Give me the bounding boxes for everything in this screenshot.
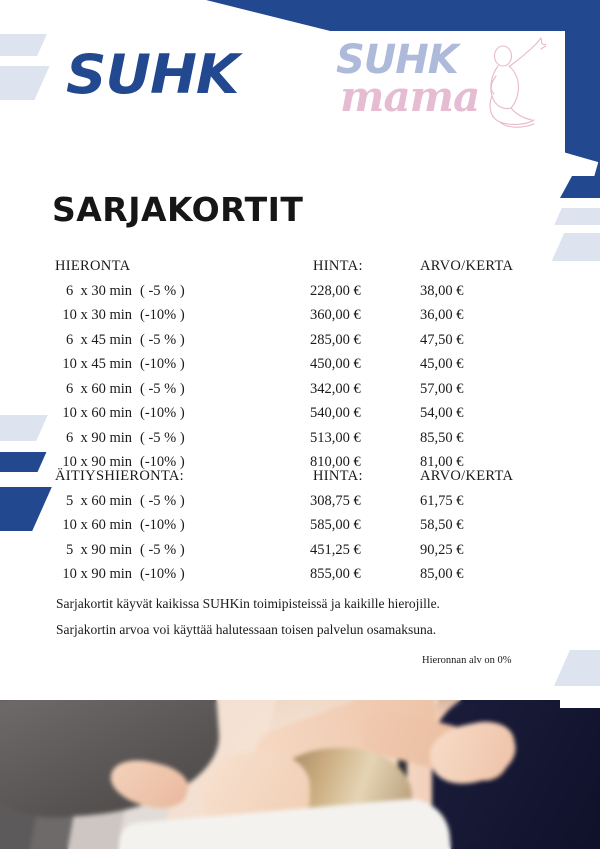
cell-unit-value: 85,50 €: [420, 429, 464, 446]
table-row: [0, 307, 600, 332]
cell-discount: ( -5 % ): [140, 282, 185, 299]
cell-quantity: 6 x 60 min: [65, 380, 132, 397]
photo-blur-overlay: [0, 700, 600, 849]
column-header-unit-value: ARVO/KERTA: [420, 468, 514, 484]
table-row: [0, 493, 600, 518]
table-row: [0, 542, 600, 567]
table-row: [0, 332, 600, 357]
suhk-mama-logo-bottom: mama: [340, 72, 480, 121]
cell-discount: ( -5 % ): [140, 541, 185, 558]
cell-unit-value: 47,50 €: [420, 331, 464, 348]
cell-price: 450,00 €: [310, 356, 361, 372]
cell-discount: (-10% ): [140, 356, 185, 372]
cell-quantity: 6 x 30 min: [65, 282, 132, 299]
cell-unit-value: 58,50 €: [420, 517, 464, 533]
cell-unit-value: 45,00 €: [420, 356, 464, 372]
column-header-price: HINTA:: [313, 468, 363, 484]
cell-price: 540,00 €: [310, 405, 361, 421]
cell-discount: (-10% ): [140, 307, 185, 323]
table-row: [0, 405, 600, 430]
table-header-row: [0, 258, 600, 283]
cell-quantity: 10 x 60 min: [62, 405, 132, 421]
cell-unit-value: 61,75 €: [420, 492, 464, 509]
cell-quantity: 10 x 90 min: [62, 566, 132, 582]
cell-discount: (-10% ): [140, 566, 185, 582]
table-header-row: [0, 468, 600, 493]
cell-quantity: 10 x 90 min: [62, 454, 132, 470]
vat-note: Hieronnan alv on 0%: [422, 655, 512, 666]
cell-quantity: 10 x 30 min: [62, 307, 132, 323]
cell-discount: ( -5 % ): [140, 331, 185, 348]
cell-quantity: 10 x 60 min: [62, 517, 132, 533]
cell-price: 285,00 €: [310, 331, 361, 348]
price-table-aitiyshieronta: [0, 468, 600, 591]
left-light-strip-1: [0, 34, 47, 56]
right-light-strip-3: [554, 650, 600, 686]
top-white-notch: [0, 0, 206, 30]
cell-discount: (-10% ): [140, 405, 185, 421]
cell-price: 810,00 €: [310, 454, 361, 470]
suhk-logo: SUHK: [66, 43, 239, 106]
cell-discount: ( -5 % ): [140, 429, 185, 446]
cell-price: 308,75 €: [310, 492, 361, 509]
cell-discount: ( -5 % ): [140, 492, 185, 509]
cell-price: 360,00 €: [310, 307, 361, 323]
cell-unit-value: 38,00 €: [420, 282, 464, 299]
cell-quantity: 5 x 60 min: [65, 492, 132, 509]
table-row: [0, 381, 600, 406]
left-light-strip-2: [0, 66, 50, 100]
cell-price: 451,25 €: [310, 541, 361, 558]
cell-quantity: 5 x 90 min: [65, 541, 132, 558]
cell-price: 513,00 €: [310, 429, 361, 446]
table-row: [0, 517, 600, 542]
suhk-mama-logo: [336, 37, 516, 140]
column-header-unit-value: ARVO/KERTA: [420, 258, 514, 274]
cell-unit-value: 36,00 €: [420, 307, 464, 323]
cell-quantity: 6 x 90 min: [65, 429, 132, 446]
cell-discount: (-10% ): [140, 517, 185, 533]
cell-discount: (-10% ): [140, 454, 185, 470]
cell-quantity: 6 x 45 min: [65, 331, 132, 348]
cell-unit-value: 57,00 €: [420, 380, 464, 397]
note-line-2: Sarjakortin arvoa voi käyttää halutessaan toisen palvelun osamaksuna.: [56, 622, 437, 637]
cell-discount: ( -5 % ): [140, 380, 185, 397]
page-title: SARJAKORTIT: [52, 190, 304, 229]
cell-price: 342,00 €: [310, 380, 361, 397]
massage-photo: [0, 700, 600, 849]
cell-unit-value: 90,25 €: [420, 541, 464, 558]
right-light-strip-2: [552, 233, 600, 261]
cell-unit-value: 54,00 €: [420, 405, 464, 421]
table-row: [0, 283, 600, 308]
column-header-category: HIERONTA: [55, 258, 131, 274]
suhk-mama-logo-top: SUHK: [336, 37, 458, 83]
cell-price: 585,00 €: [310, 517, 361, 533]
table-row: [0, 566, 600, 591]
cell-price: 228,00 €: [310, 282, 361, 299]
column-header-category: ÄITIYSHIERONTA:: [55, 468, 184, 484]
right-light-strip-1: [554, 208, 600, 225]
table-row: [0, 430, 600, 455]
cell-price: 855,00 €: [310, 566, 361, 582]
photo-top-right-cut: [560, 690, 600, 708]
cell-unit-value: 81,00 €: [420, 454, 464, 470]
cell-quantity: 10 x 45 min: [62, 356, 132, 372]
price-table-hieronta: [0, 258, 600, 479]
note-line-1: Sarjakortit käyvät kaikissa SUHKin toimipisteissä ja kaikille hierojille.: [56, 596, 440, 611]
cell-unit-value: 85,00 €: [420, 566, 464, 582]
column-header-price: HINTA:: [313, 258, 363, 274]
table-row: [0, 356, 600, 381]
pregnant-woman-outline-icon: [476, 32, 546, 141]
